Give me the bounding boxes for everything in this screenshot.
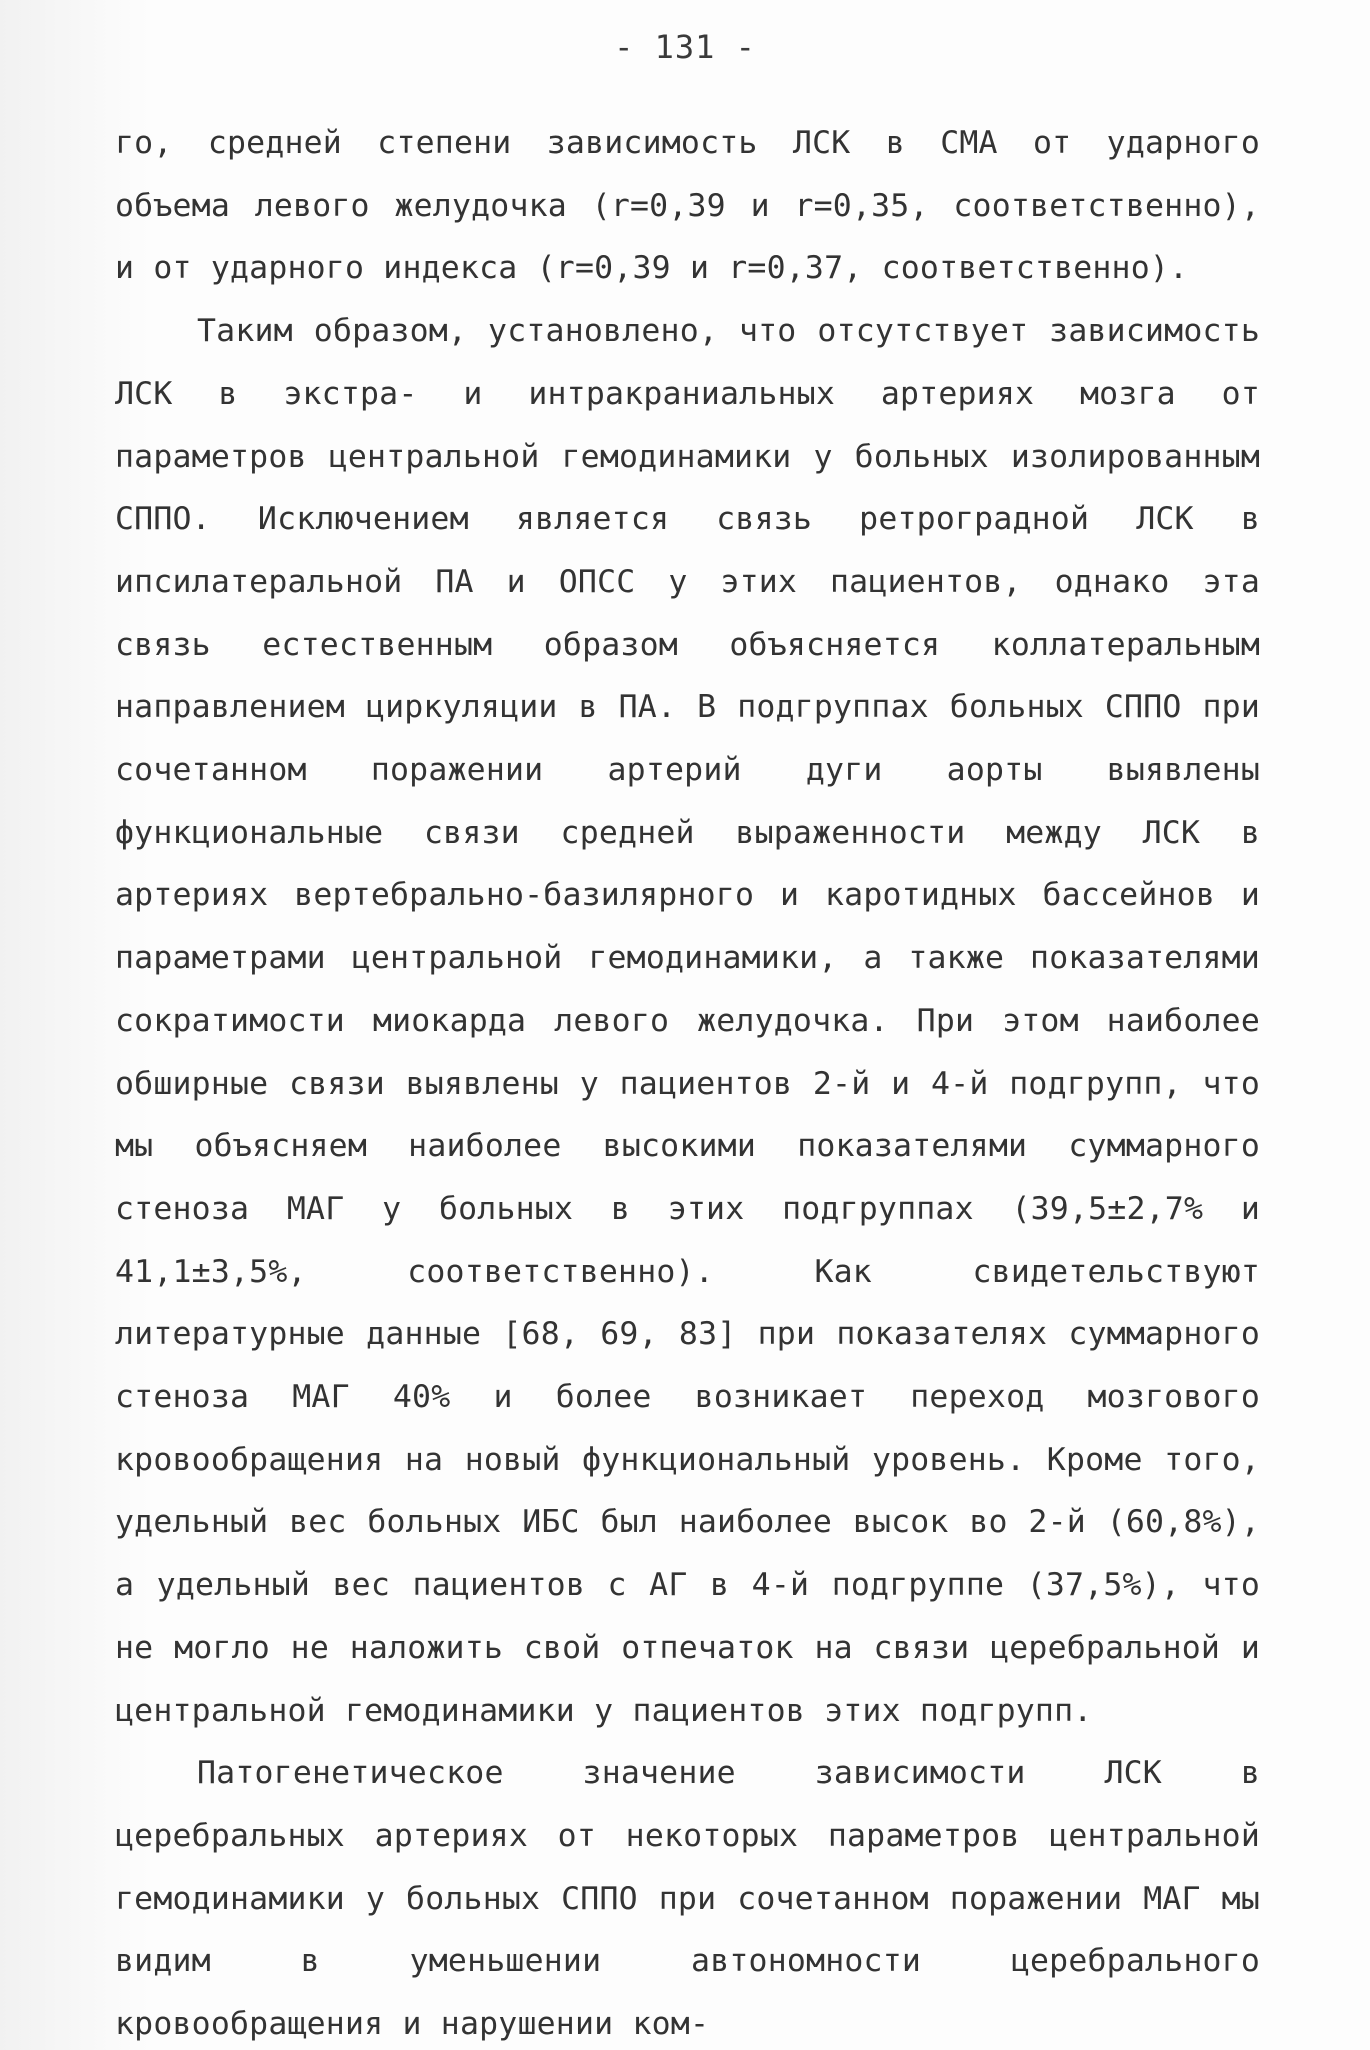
paragraph-pathogenetic: Патогенетическое значение зависимости ЛСК в церебральных артериях от некоторых параметров центральной гемодинамики у больных СППО при сочетанном поражении МАГ мы видим в уменьшении автономности церебрального кровообращения и нарушении ком- [115,1755,1260,2043]
paragraph-continuation: го, средней степени зависимость ЛСК в СМА от ударного объема левого желудочка (r=0,39 и r=0,35, соответственно), и от ударного индекса (r=0,39 и r=0,37, соответственно). [115,125,1260,287]
paragraph-summary: Таким образом, установлено, что отсутствует зависимость ЛСК в экстра- и интракраниальных артериях мозга от параметров центральной гемодинамики у больных изолированным СППО. Исключением является связь ретроградной ЛСК в ипсилатеральной ПА и ОПСС у этих пациентов, однако эта связь естественным образом объясняется коллатеральным направлением циркуляции в ПА. В подгруппах больных СППО при сочетанном поражении артерий дуги аорты выявлены функциональные связи средней выраженности между ЛСК в артериях вертебрально-базилярного и каротидных бассейнов и параметрами центральной гемодинамики, а также показателями сократимости миокарда левого желудочка. При этом наиболее обширные связи выявлены у пациентов 2-й и 4-й подгрупп, что мы объясняем наиболее высокими показателями суммарного стеноза МАГ у больных в этих подгруппах (39,5±2,7% и 41,1±3,5%, соответственно). Как свидетельствуют литературные данные [68, 69, 83] при показателях суммарного стеноза МАГ 40% и более возникает переход мозгового кровообращения на новый функциональный уровень. Кроме того, удельный вес больных ИБС был наиболее высок во 2-й (60,8%), а удельный вес пациентов с АГ в 4-й подгруппе (37,5%), что не могло не наложить свой отпечаток на связи церебральной и центральной гемодинамики у пациентов этих подгрупп. [115,313,1260,1729]
body-text [115,112,1260,2050]
page-number: - 131 - [614,28,756,66]
